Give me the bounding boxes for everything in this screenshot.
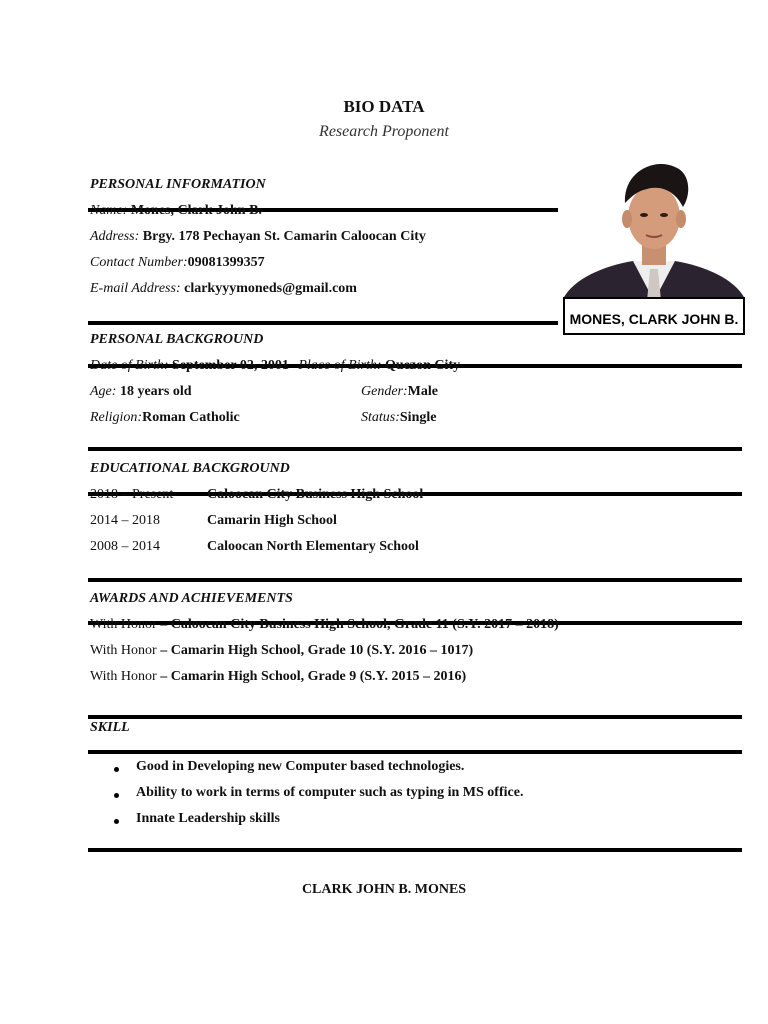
award-detail: – Camarin High School, Grade 10 (S.Y. 2016 – 1017) [160, 643, 474, 658]
skill-item: Good in Developing new Computer based technologies. [136, 759, 465, 774]
section-rule [88, 447, 742, 451]
name-value: Mones, Clark John B. [130, 203, 262, 218]
gender-value: Male [407, 384, 438, 399]
awards-heading: AWARDS AND ACHIEVEMENTS [90, 591, 293, 606]
award-detail: – Caloocan City Business High School, Grade 11 (S.Y. 2017 – 2018) [160, 617, 559, 632]
contact-value: 09081399357 [187, 255, 265, 270]
education-school: Caloocan City Business High School [207, 487, 424, 502]
section-rule [88, 750, 742, 754]
document-subtitle: Research Proponent [319, 123, 449, 140]
photo-caption: MONES, CLARK JOHN B. [563, 297, 745, 335]
birth-row [90, 358, 460, 374]
dob-label: Date of Birth: [90, 358, 169, 373]
personal-information-heading: PERSONAL INFORMATION [90, 177, 266, 192]
education-years: 2008 – 2014 [90, 539, 160, 554]
age-row [90, 384, 192, 400]
status-row [361, 410, 436, 426]
address-row [90, 229, 426, 245]
award-detail: – Camarin High School, Grade 9 (S.Y. 2015 – 2016) [160, 669, 467, 684]
section-rule [88, 715, 742, 719]
gender-row [361, 384, 438, 400]
email-label: E-mail Address: [90, 281, 181, 296]
document-title: BIO DATA [343, 97, 425, 116]
section-rule [88, 578, 742, 582]
address-value: Brgy. 178 Pechayan St. Camarin Caloocan City [142, 229, 426, 244]
status-value: Single [399, 410, 437, 425]
age-value: 18 years old [119, 384, 192, 399]
personal-background-heading: PERSONAL BACKGROUND [90, 332, 264, 347]
bullet-icon [114, 767, 119, 772]
religion-row [90, 410, 240, 426]
education-years: 2014 – 2018 [90, 513, 160, 528]
education-school: Camarin High School [207, 513, 337, 528]
email-row [90, 281, 357, 297]
educational-background-heading: EDUCATIONAL BACKGROUND [90, 461, 290, 476]
award-item [90, 643, 473, 659]
gender-label: Gender: [361, 384, 408, 399]
religion-label: Religion: [90, 410, 143, 425]
email-value: clarkyyymoneds@gmail.com [184, 281, 357, 296]
name-row [90, 203, 262, 219]
signature-name: CLARK JOHN B. MONES [301, 882, 467, 897]
age-label: Age: [90, 384, 117, 399]
section-rule [88, 848, 742, 852]
religion-value: Roman Catholic [142, 410, 240, 425]
profile-photo [563, 151, 745, 335]
contact-label: Contact Number: [90, 255, 188, 270]
award-lead: With Honor [90, 643, 157, 658]
education-years: 2018 – Present [90, 487, 174, 502]
award-item [90, 617, 559, 633]
bullet-icon [114, 819, 119, 824]
pob-label: Place of Birth: [298, 358, 382, 373]
award-lead: With Honor [90, 617, 157, 632]
name-label: Name: [90, 203, 128, 218]
dob-value: September 02, 2001 [172, 358, 289, 373]
skill-item: Innate Leadership skills [136, 811, 280, 826]
contact-row [90, 255, 265, 271]
pob-value: Quezon City [385, 358, 461, 373]
bullet-icon [114, 793, 119, 798]
award-lead: With Honor [90, 669, 157, 684]
address-label: Address: [90, 229, 140, 244]
skill-item: Ability to work in terms of computer such as typing in MS office. [136, 785, 524, 800]
skill-heading: SKILL [90, 720, 130, 735]
award-item [90, 669, 466, 685]
status-label: Status: [361, 410, 400, 425]
section-rule [88, 321, 558, 325]
education-school: Caloocan North Elementary School [207, 539, 419, 554]
